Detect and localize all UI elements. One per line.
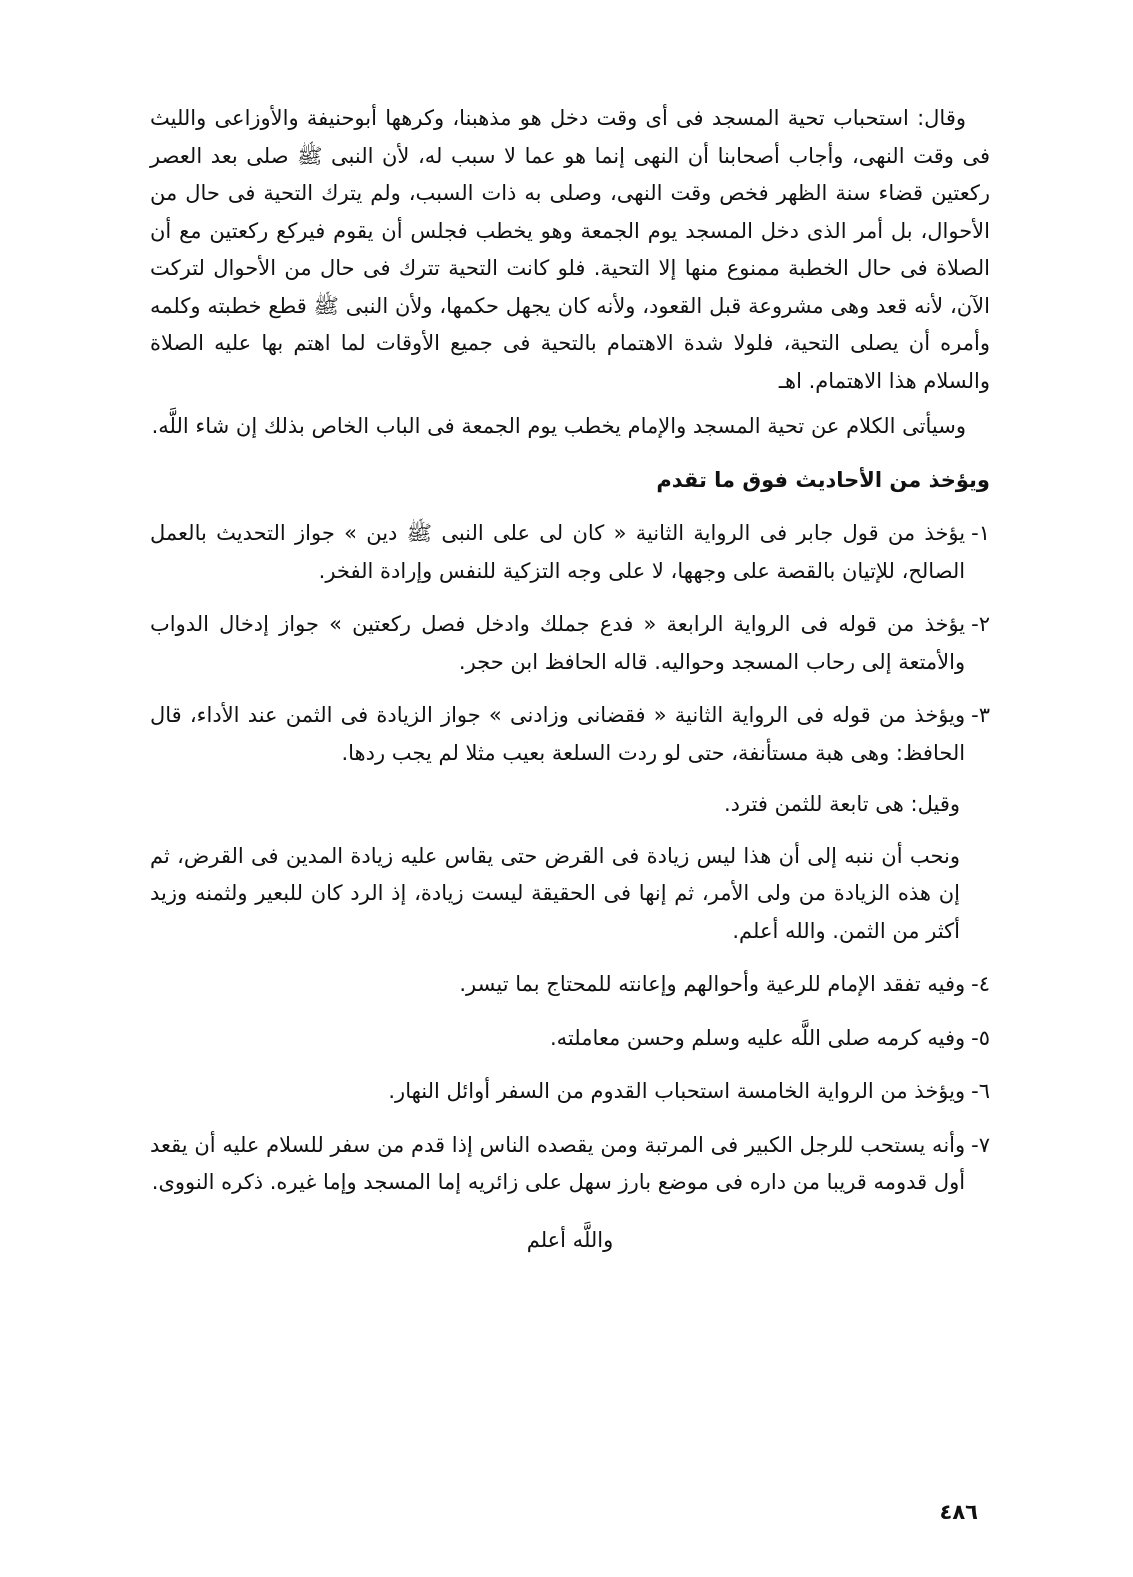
page-number: ٤٨٦ bbox=[939, 1500, 978, 1524]
list-item-1 bbox=[150, 515, 990, 590]
list-item-number: ٥- bbox=[971, 1025, 990, 1050]
list-item-number: ٣- bbox=[971, 703, 990, 727]
list-item-number: ٢- bbox=[971, 612, 990, 636]
list-item-3 bbox=[150, 697, 990, 772]
list-item-text: يؤخذ من قوله فى الرواية الرابعة « فدع جملك وادخل فصل ركعتين » جواز إدخال الدواب والأمتعة إلى رحاب المسجد وحواليه. قاله الحافظ ابن حجر. bbox=[150, 612, 966, 674]
list-item-number: ٧- bbox=[971, 1132, 990, 1157]
list-item-text: يؤخذ من قول جابر فى الرواية الثانية « كان لى على النبى ﷺ دين » جواز التحديث بالعمل الصالح، للإتيان بالقصة على وجهها، لا على وجه التزكية للنفس وإرادة الفخر. bbox=[150, 521, 966, 583]
list-item-text: وأنه يستحب للرجل الكبير فى المرتبة ومن يقصده الناس إذا قدم من سفر للسلام عليه أن يقعد أول قدومه قريبا من داره فى موضع بارز سهل على زائريه إما المسجد وإما غيره. ذكره النووى. bbox=[150, 1132, 966, 1194]
list-item-2 bbox=[150, 606, 990, 681]
list-item-number: ١- bbox=[971, 521, 990, 545]
section-heading: ويؤخذ من الأحاديث فوق ما تقدم bbox=[656, 467, 990, 492]
list-item-text: وفيه تفقد الإمام للرعية وأحوالهم وإعانته للمحتاج بما تيسر. bbox=[459, 972, 966, 996]
list-item-number: ٦- bbox=[971, 1079, 990, 1103]
sub-paragraph-clarification: ونحب أن ننبه إلى أن هذا ليس زيادة فى القرض حتى يقاس عليه زيادة المدين فى القرض، ثم إن هذه الزيادة من ولى الأمر، ثم إنها فى الحقيقة ليست زيادة، إذ الرد كان للبعير ولثمنه وزيد أكثر من الثمن. والله أعلم. bbox=[150, 843, 960, 943]
paragraph-tahiyyat-al-masjid: وقال: استحباب تحية المسجد فى أى وقت دخل هو مذهبنا، وكرهها أبوحنيفة والأوزاعى والليث فى وقت النهى، وأجاب أصحابنا أن النهى إنما هو عما لا سبب له، لأن النبى ﷺ صلى بعد العصر ركعتين قضاء سنة الظهر فخص وقت النهى، وصلى به ذات السبب، ولم يترك التحية فى حال من الأحوال، بل أمر الذى دخل المسجد يوم الجمعة وهو يخطب فجلس أن يقوم فيركع ركعتين مع أن الصلاة فى حال الخطبة ممنوع منها إلا التحية. فلو كانت التحية تترك فى حال من الأحوال لتركت الآن، لأنه قعد وهى مشروعة قبل القعود، ولأنه كان يجهل حكمها، ولأن النبى ﷺ قطع خطبته وكلمه وأمره أن يصلى التحية، فلولا شدة الاهتمام بالتحية فى جميع الأوقات لما اهتم بها عليه الصلاة والسلام هذا الاهتمام. اهـ bbox=[150, 106, 990, 393]
list-item-number: ٤- bbox=[971, 972, 990, 996]
paragraph-forward-reference: وسيأتى الكلام عن تحية المسجد والإمام يخطب يوم الجمعة فى الباب الخاص بذلك إن شاء اللَّه. bbox=[151, 414, 966, 438]
list-item-text: ويؤخذ من الرواية الخامسة استحباب القدوم من السفر أوائل النهار. bbox=[388, 1079, 966, 1103]
list-item-text: وفيه كرمه صلى اللَّه عليه وسلم وحسن معاملته. bbox=[549, 1025, 966, 1050]
page-body bbox=[150, 100, 990, 1259]
sub-paragraph-alternate-view: وقيل: هى تابعة للثمن فترد. bbox=[723, 792, 960, 816]
list-item-7 bbox=[150, 1127, 990, 1202]
list-item-5 bbox=[150, 1020, 990, 1058]
list-item-text: ويؤخذ من قوله فى الرواية الثانية « فقضانى وزادنى » جواز الزيادة فى الثمن عند الأداء، قال الحافظ: وهى هبة مستأنفة، حتى لو ردت السلعة بعيب مثلا لم يجب ردها. bbox=[150, 703, 966, 765]
list-item-4 bbox=[150, 966, 990, 1004]
closing-phrase: واللَّه أعلم bbox=[526, 1227, 614, 1252]
list-item-6 bbox=[150, 1073, 990, 1111]
